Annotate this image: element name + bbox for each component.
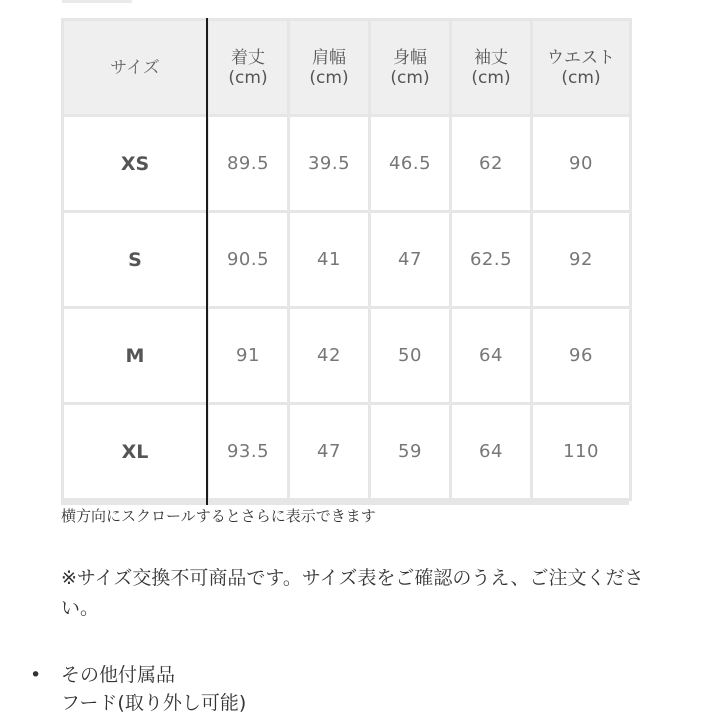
table-cell: 92: [533, 213, 629, 306]
header-waist-label: ウエスト: [547, 47, 615, 68]
size-label-cell: M: [64, 309, 206, 402]
table-cell: 42: [290, 309, 368, 402]
table-cell: 50: [371, 309, 449, 402]
table-cell: 91: [209, 309, 287, 402]
table-cell: 90.5: [209, 213, 287, 306]
table-cell: 90: [533, 117, 629, 210]
accessories-item-text: フード(取り外し可能): [61, 692, 247, 714]
header-shoulder-unit: (cm): [309, 67, 349, 88]
table-cell: 64: [452, 309, 530, 402]
header-chest: [371, 21, 449, 114]
header-length-unit: (cm): [228, 67, 268, 88]
header-sleeve: [452, 21, 530, 114]
table-header-row: [64, 21, 629, 114]
table-cell: 62: [452, 117, 530, 210]
table-cell: 46.5: [371, 117, 449, 210]
header-chest-label: 身幅: [393, 47, 427, 68]
table-cell: 62.5: [452, 213, 530, 306]
top-divider: [62, 0, 132, 3]
header-sleeve-unit: (cm): [471, 67, 511, 88]
table-row: [64, 405, 629, 498]
table-row: [64, 213, 629, 306]
size-label-cell: S: [64, 213, 206, 306]
header-sleeve-label: 袖丈: [474, 47, 508, 68]
size-table: [61, 18, 632, 501]
table-cell: 96: [533, 309, 629, 402]
header-shoulder-label: 肩幅: [312, 47, 346, 68]
header-shoulder: [290, 21, 368, 114]
table-cell: 93.5: [209, 405, 287, 498]
accessories-list-item: [30, 661, 246, 689]
bullet-icon: •: [30, 664, 42, 686]
scroll-hint-text: 横方向にスクロールするとさらに表示できます: [61, 507, 376, 525]
accessories-list: [30, 661, 246, 717]
table-cell: 39.5: [290, 117, 368, 210]
table-cell: 41: [290, 213, 368, 306]
table-cell: 47: [290, 405, 368, 498]
header-size-label: サイズ: [110, 57, 160, 78]
size-label-cell: XL: [64, 405, 206, 498]
table-cell: 89.5: [209, 117, 287, 210]
header-length: [209, 21, 287, 114]
table-row: [64, 309, 629, 402]
header-waist-unit: (cm): [561, 67, 601, 88]
header-size: [64, 21, 206, 114]
size-table-container[interactable]: [61, 18, 629, 505]
table-cell: 59: [371, 405, 449, 498]
table-cell: 47: [371, 213, 449, 306]
table-cell: 64: [452, 405, 530, 498]
exchange-notice: ※サイズ交換不可商品です。サイズ表をご確認のうえ、ご注文ください。: [61, 567, 644, 619]
header-chest-unit: (cm): [390, 67, 430, 88]
table-cell: 110: [533, 405, 629, 498]
table-row: [64, 117, 629, 210]
accessories-title: その他付属品: [61, 664, 176, 686]
size-label-cell: XS: [64, 117, 206, 210]
sticky-column-divider: [206, 18, 208, 505]
header-length-label: 着丈: [231, 47, 265, 68]
header-waist: [533, 21, 629, 114]
